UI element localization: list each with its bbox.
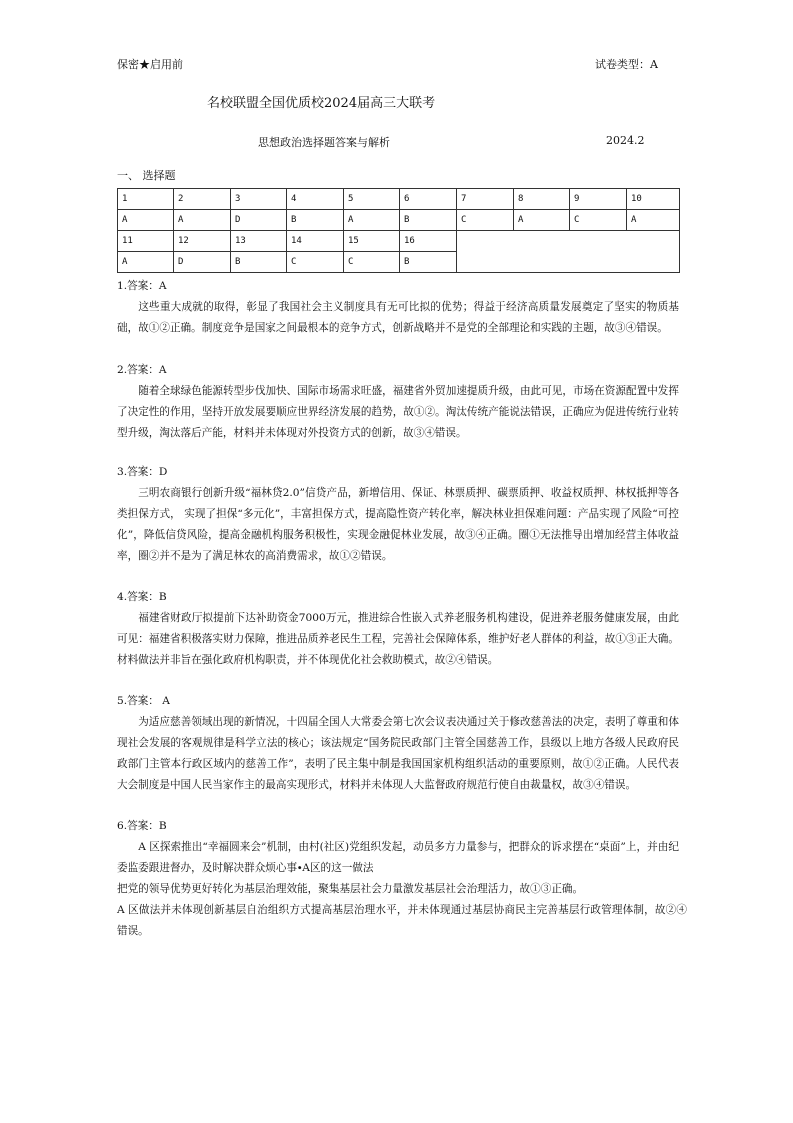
answer-explanation-line: 把党的领导优势更好转化为基层治理效能，聚集基层社会力量激发基层社会治理活力，故①③正确。: [117, 883, 584, 895]
question-block-5: [117, 691, 679, 796]
question-block-3: [117, 462, 679, 567]
answer-cell: C: [344, 252, 400, 273]
answer-cell: A: [118, 210, 174, 231]
table-row-numbers-1: [118, 189, 680, 210]
answer-cell: B: [231, 252, 287, 273]
document-date: 2024.2: [606, 134, 645, 147]
question-number: 13: [231, 231, 287, 252]
answer-cell: D: [231, 210, 287, 231]
answer-explanation: 为适应慈善领域出现的新情况，十四届全国人大常委会第七次会议表决通过关于修改慈善法的决定，表明了尊重和体现社会发展的客观规律是科学立法的核心；该法规定“国务院民政部门主管全国慈善工作，县级以上地方各级人民政府民政部门主管本行政区域内的慈善工作”，表明了民主集中制是我国国家机构组织活动的重要原则，故①②正确。人民代表大会制度是中国人民当家作主的最高实现形式，材料并未体现人大监督政府规范行使自由裁量权，故③④错误。: [117, 716, 679, 791]
answer-cell: C: [570, 210, 627, 231]
answer-explanation: A 区探索推出“幸福圆来会”机制，由村(社区)党组织发起，动员多方力量参与，把群众的诉求摆在“桌面”上，并由纪委监委跟进督办，及时解决群众烦心事∙A区的这一做法: [117, 841, 679, 874]
question-number: 4: [287, 189, 344, 210]
question-number: 2: [174, 189, 231, 210]
question-number: 3: [231, 189, 287, 210]
answer-cell: A: [344, 210, 400, 231]
table-row-answers-1: [118, 210, 680, 231]
question-number: 6: [400, 189, 457, 210]
answer-cell: A: [118, 252, 174, 273]
question-number: 10: [627, 189, 680, 210]
document-subtitle: 思想政治选择题答案与解析: [258, 136, 390, 149]
question-number: 12: [174, 231, 231, 252]
confidential-label: 保密★启用前: [117, 58, 183, 71]
answer-heading: 2.答案：A: [117, 364, 167, 376]
section-label: 一、 选择题: [117, 169, 176, 182]
question-block-6-continued: [117, 879, 687, 942]
question-number: 9: [570, 189, 627, 210]
question-block-4: [117, 587, 679, 671]
answer-explanation: 福建省财政厅拟提前下达补助资金7000万元，推进综合性嵌入式养老服务机构建设，促进养老服务健康发展，由此可见：福建省积极落实财力保障，推进品质养老民生工程，完善社会保障体系，维护好老人群体的利益，故①③正大确。材料做法并非旨在强化政府机构职责，并不体现优化社会救助模式，故②④错误。: [117, 612, 679, 666]
answer-heading: 4.答案：B: [117, 591, 167, 603]
answer-cell: A: [627, 210, 680, 231]
answer-explanation: 随着全球绿色能源转型步伐加快、国际市场需求旺盛，福建省外贸加速提质升级，由此可见，市场在资源配置中发挥了决定性的作用，坚持开放发展要顺应世界经济发展的趋势，故①②。淘汰传统产能说法错误，正确应为促进传统行业转型升级，淘汰落后产能，材料并未体现对外投资方式的创新，故③④错误。: [117, 385, 679, 439]
answer-cell: B: [400, 252, 457, 273]
question-number: 15: [344, 231, 400, 252]
answer-heading: 1.答案：A: [117, 280, 167, 292]
empty-cell: [457, 231, 680, 273]
document-title: 名校联盟全国优质校2024届高三大联考: [207, 96, 436, 111]
answer-heading: 5.答案： A: [117, 695, 170, 707]
answer-cell: B: [287, 210, 344, 231]
answer-cell: D: [174, 252, 231, 273]
table-row-numbers-2: [118, 231, 680, 252]
question-number: 16: [400, 231, 457, 252]
question-number: 1: [118, 189, 174, 210]
question-number: 14: [287, 231, 344, 252]
answer-cell: A: [514, 210, 570, 231]
question-block-2: [117, 360, 679, 444]
answer-heading: 6.答案：B: [117, 820, 167, 832]
answer-cell: C: [457, 210, 514, 231]
question-number: 8: [514, 189, 570, 210]
answer-cell: B: [400, 210, 457, 231]
answer-cell: C: [287, 252, 344, 273]
answer-table: [117, 188, 680, 273]
answer-heading: 3.答案：D: [117, 466, 168, 478]
question-number: 11: [118, 231, 174, 252]
exam-type-label: 试卷类型：A: [595, 58, 658, 71]
question-block-1: [117, 276, 679, 339]
question-number: 5: [344, 189, 400, 210]
answer-explanation: 这些重大成就的取得，彰显了我国社会主义制度具有无可比拟的优势；得益于经济高质量发展奠定了坚实的物质基础，故①②正确。制度竞争是国家之间最根本的竞争方式，创新战略并不是党的全部理论和实践的主题，故③④错误。: [117, 301, 679, 334]
answer-explanation-line: A 区做法并未体现创新基层自治组织方式提高基层治理水平，并未体现通过基层协商民主完善基层行政管理体制，故②④错误。: [117, 904, 687, 937]
question-block-6: [117, 816, 679, 879]
answer-explanation: 三明农商银行创新升级“福林贷2.0”信贷产品，新增信用、保证、林票质押、碳票质押、收益权质押、林权抵押等各类担保方式， 实现了担保“多元化”，丰富担保方式，提高隐性资产转化率，解决林业担保难问题：产品实现了风险“可控化”，降低信贷风险，提高金融机构服务积极性，实现金融促林业发展，故③④正确。圈①无法推导出增加经营主体收益率，圈②并不是为了满足林农的高消费需求，故①②错误。: [117, 487, 679, 562]
answer-cell: A: [174, 210, 231, 231]
question-number: 7: [457, 189, 514, 210]
